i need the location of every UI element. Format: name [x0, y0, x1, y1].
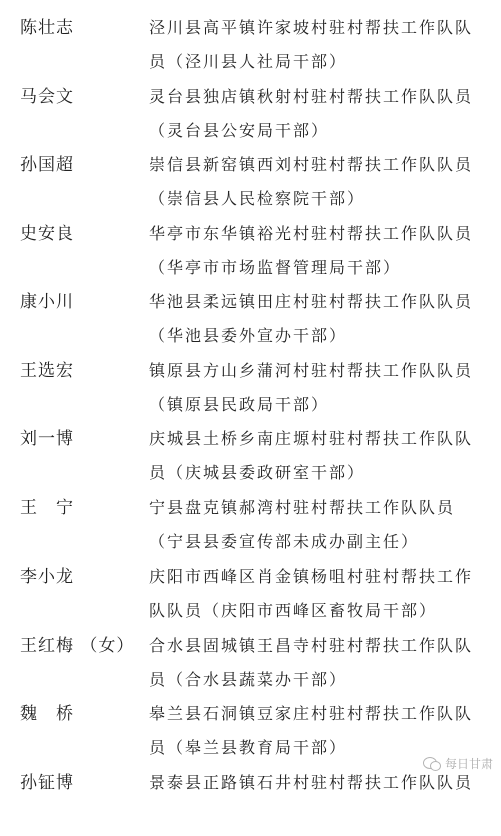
entry-description: 合水县固城镇王昌寺村驻村帮扶工作队队 — [149, 636, 474, 655]
list-item — [0, 356, 501, 424]
list-item — [0, 424, 501, 492]
person-name: 王红梅 （女） — [20, 636, 135, 656]
entry-description: 宁县盘克镇郝湾村驻村帮扶工作队队员 — [149, 498, 456, 517]
entry-description-continued: 员（皋兰县教育局干部） — [149, 738, 348, 757]
person-name: 孙国超 — [20, 155, 74, 175]
person-name: 史安良 — [20, 224, 74, 244]
entry-description: 庆城县土桥乡南庄塬村驻村帮扶工作队队 — [149, 429, 474, 448]
list-item — [0, 631, 501, 699]
entry-description: 景泰县正路镇石井村驻村帮扶工作队队员 — [149, 773, 474, 792]
entry-description-continued: （灵台县公安局干部） — [149, 121, 330, 140]
person-name: 王 宁 — [20, 498, 74, 518]
entry-description: 庆阳市西峰区肖金镇杨咀村驻村帮扶工作 — [149, 567, 474, 586]
entry-description-continued: （崇信县人民检察院干部） — [149, 189, 366, 208]
entry-description-continued: 员（合水县蔬菜办干部） — [149, 670, 348, 689]
wechat-icon — [423, 757, 441, 771]
list-item — [0, 287, 501, 355]
entry-description-continued: （华亭市市场监督管理局干部） — [149, 258, 402, 277]
person-name: 康小川 — [20, 292, 74, 312]
person-name: 孙钲博 — [20, 773, 74, 793]
entry-description: 华亭市东华镇裕光村驻村帮扶工作队队员 — [149, 224, 474, 243]
person-name: 刘一博 — [20, 429, 74, 449]
entry-description: 崇信县新窑镇西刘村驻村帮扶工作队队员 — [149, 155, 474, 174]
entry-description: 泾川县高平镇许家坡村驻村帮扶工作队队 — [149, 18, 474, 37]
entry-description: 灵台县独店镇秋射村驻村帮扶工作队队员 — [149, 87, 474, 106]
person-name: 马会文 — [20, 87, 74, 107]
entry-description-continued: 员（泾川县人社局干部） — [149, 52, 348, 71]
list-item — [0, 219, 501, 287]
watermark — [423, 755, 493, 772]
watermark-text: 每日甘肃 — [444, 757, 493, 771]
entry-description: 华池县柔远镇田庄村驻村帮扶工作队队员 — [149, 292, 474, 311]
list-item — [0, 82, 501, 150]
person-name: 魏 桥 — [20, 704, 74, 724]
entry-description: 镇原县方山乡蒲河村驻村帮扶工作队队员 — [149, 361, 474, 380]
entry-description-continued: 员（庆城县委政研室干部） — [149, 463, 366, 482]
entry-description: 皋兰县石洞镇豆家庄村驻村帮扶工作队队 — [149, 704, 474, 723]
entry-description-continued: （华池县委外宣办干部） — [149, 326, 348, 345]
entry-description-continued: 队队员（庆阳市西峰区畜牧局干部） — [149, 601, 438, 620]
list-item — [0, 562, 501, 630]
person-name: 李小龙 — [20, 567, 74, 587]
person-name: 王选宏 — [20, 361, 74, 381]
entry-description-continued: （宁县县委宣传部未成办副主任） — [149, 532, 420, 551]
entry-description-continued: （镇原县民政局干部） — [149, 395, 330, 414]
list-item — [0, 493, 501, 561]
list-item — [0, 13, 501, 81]
list-item — [0, 768, 501, 836]
list-item — [0, 150, 501, 218]
person-name: 陈壮志 — [20, 18, 74, 38]
